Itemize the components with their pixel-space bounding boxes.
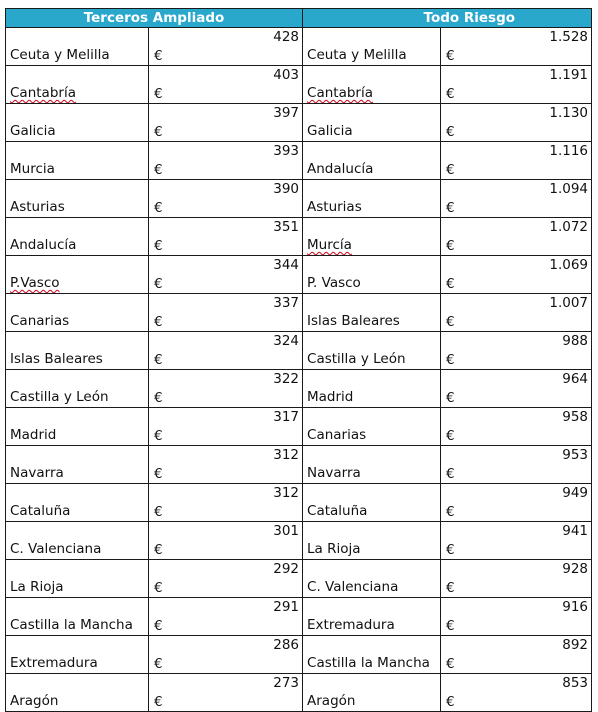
left-currency: €: [154, 276, 163, 292]
left-region-cell: [6, 674, 149, 712]
right-region: Canarias: [307, 427, 367, 443]
right-region: Andalucía: [307, 161, 374, 177]
left-currency: €: [154, 580, 163, 596]
left-region-cell: [6, 636, 149, 674]
left-currency: €: [154, 48, 163, 64]
right-region: Navarra: [307, 465, 361, 481]
header-row: [6, 9, 592, 28]
right-region: Galicia: [307, 123, 353, 139]
left-currency-cell: [149, 218, 303, 256]
right-region-cell: [303, 598, 441, 636]
right-currency-cell: [441, 294, 592, 332]
left-value: 344: [273, 257, 300, 273]
right-region-cell: [303, 28, 441, 66]
left-region-cell: [6, 28, 149, 66]
table-row: [6, 104, 592, 142]
left-value: 312: [273, 447, 300, 463]
right-region-cell: [303, 674, 441, 712]
right-region-cell: [303, 332, 441, 370]
right-currency: €: [446, 352, 455, 368]
right-value: 953: [562, 447, 589, 463]
table-row: [6, 674, 592, 712]
left-value: 403: [273, 67, 300, 83]
left-currency: €: [154, 656, 163, 672]
right-region-cell: [303, 66, 441, 104]
left-currency-cell: [149, 484, 303, 522]
left-value: 286: [273, 637, 300, 653]
right-region-cell: [303, 104, 441, 142]
left-currency-cell: [149, 66, 303, 104]
left-currency: €: [154, 504, 163, 520]
table-row: [6, 218, 592, 256]
table-row: [6, 332, 592, 370]
right-currency: €: [446, 542, 455, 558]
right-value: 988: [562, 333, 589, 349]
left-region: Cataluña: [10, 503, 71, 519]
left-currency-cell: [149, 598, 303, 636]
left-currency-cell: [149, 104, 303, 142]
right-region-cell: [303, 408, 441, 446]
right-value: 964: [562, 371, 589, 387]
right-value: 892: [562, 637, 589, 653]
left-currency-cell: [149, 180, 303, 218]
right-region: Aragón: [307, 693, 356, 709]
left-region-cell: [6, 408, 149, 446]
left-value: 337: [273, 295, 300, 311]
left-region-cell: [6, 294, 149, 332]
left-region: La Rioja: [10, 579, 64, 595]
right-currency: €: [446, 86, 455, 102]
left-currency: €: [154, 390, 163, 406]
table-row: [6, 598, 592, 636]
right-region: Ceuta y Melilla: [307, 47, 407, 63]
left-region-cell: [6, 180, 149, 218]
table-row: [6, 522, 592, 560]
right-currency: €: [446, 48, 455, 64]
left-currency-cell: [149, 446, 303, 484]
table-row: [6, 28, 592, 66]
left-value: 397: [273, 105, 300, 121]
table-row: [6, 294, 592, 332]
left-value: 351: [273, 219, 300, 235]
left-region: Madrid: [10, 427, 57, 443]
right-value: 928: [562, 561, 589, 577]
left-region: Andalucía: [10, 237, 77, 253]
right-currency: €: [446, 314, 455, 330]
right-region: Extremadura: [307, 617, 395, 633]
right-region-cell: [303, 636, 441, 674]
header-todo-riesgo: Todo Riesgo: [303, 9, 592, 28]
right-currency-cell: [441, 142, 592, 180]
left-region: Murcia: [10, 161, 55, 177]
right-value: 1.116: [549, 143, 589, 159]
right-value: 1.072: [549, 219, 589, 235]
table-row: [6, 66, 592, 104]
right-region-cell: [303, 142, 441, 180]
left-region-cell: [6, 256, 149, 294]
left-currency: €: [154, 694, 163, 710]
right-currency: €: [446, 124, 455, 140]
table-row: [6, 446, 592, 484]
left-region: Aragón: [10, 693, 59, 709]
left-region-cell: [6, 560, 149, 598]
right-region-cell: [303, 560, 441, 598]
right-currency-cell: [441, 674, 592, 712]
left-value: 292: [273, 561, 300, 577]
left-currency-cell: [149, 256, 303, 294]
right-currency: €: [446, 200, 455, 216]
right-currency-cell: [441, 256, 592, 294]
left-region: Extremadura: [10, 655, 98, 671]
premium-comparison-table: [5, 8, 592, 712]
left-currency: €: [154, 428, 163, 444]
right-currency-cell: [441, 104, 592, 142]
left-currency-cell: [149, 560, 303, 598]
left-region-cell: [6, 66, 149, 104]
right-value: 1.130: [549, 105, 589, 121]
right-currency-cell: [441, 408, 592, 446]
right-currency: €: [446, 656, 455, 672]
left-currency: €: [154, 200, 163, 216]
right-currency-cell: [441, 370, 592, 408]
left-region: Navarra: [10, 465, 64, 481]
left-region: Castilla y León: [10, 389, 109, 405]
left-value: 291: [273, 599, 300, 615]
left-currency: €: [154, 352, 163, 368]
right-currency-cell: [441, 28, 592, 66]
right-region-cell: [303, 446, 441, 484]
left-value: 390: [273, 181, 300, 197]
left-region: Ceuta y Melilla: [10, 47, 110, 63]
left-region: Islas Baleares: [10, 351, 103, 367]
table-body: [6, 28, 592, 712]
right-currency-cell: [441, 218, 592, 256]
left-currency: €: [154, 618, 163, 634]
right-region-cell: [303, 256, 441, 294]
table-row: [6, 484, 592, 522]
left-currency-cell: [149, 142, 303, 180]
left-value: 322: [273, 371, 300, 387]
left-currency: €: [154, 162, 163, 178]
right-currency: €: [446, 428, 455, 444]
right-region: Asturias: [307, 199, 362, 215]
table-row: [6, 560, 592, 598]
right-region-cell: [303, 180, 441, 218]
left-currency: €: [154, 542, 163, 558]
right-region: Murcía: [307, 237, 352, 253]
left-region: Galicia: [10, 123, 56, 139]
left-value: 324: [273, 333, 300, 349]
right-currency-cell: [441, 636, 592, 674]
right-region-cell: [303, 294, 441, 332]
left-region: C. Valenciana: [10, 541, 102, 557]
right-value: 916: [562, 599, 589, 615]
right-currency: €: [446, 466, 455, 482]
left-region-cell: [6, 484, 149, 522]
left-currency: €: [154, 466, 163, 482]
left-currency: €: [154, 314, 163, 330]
right-currency: €: [446, 276, 455, 292]
right-region: Cataluña: [307, 503, 368, 519]
left-region-cell: [6, 104, 149, 142]
left-currency: €: [154, 86, 163, 102]
left-currency-cell: [149, 370, 303, 408]
right-currency: €: [446, 238, 455, 254]
right-region-cell: [303, 522, 441, 560]
right-region: La Rioja: [307, 541, 361, 557]
right-value: 1.069: [549, 257, 589, 273]
left-currency-cell: [149, 408, 303, 446]
right-value: 1.007: [549, 295, 589, 311]
right-region: Madrid: [307, 389, 354, 405]
right-region: C. Valenciana: [307, 579, 399, 595]
header-terceros-ampliado: Terceros Ampliado: [6, 9, 303, 28]
left-region-cell: [6, 598, 149, 636]
left-value: 428: [273, 29, 300, 45]
left-value: 317: [273, 409, 300, 425]
left-region-cell: [6, 332, 149, 370]
right-value: 1.191: [549, 67, 589, 83]
left-currency-cell: [149, 294, 303, 332]
right-currency-cell: [441, 66, 592, 104]
left-currency: €: [154, 124, 163, 140]
left-value: 273: [273, 675, 300, 691]
left-region-cell: [6, 218, 149, 256]
right-currency: €: [446, 162, 455, 178]
left-region-cell: [6, 370, 149, 408]
right-currency-cell: [441, 180, 592, 218]
left-currency-cell: [149, 674, 303, 712]
table-row: [6, 180, 592, 218]
table-row: [6, 408, 592, 446]
right-currency: €: [446, 694, 455, 710]
right-currency-cell: [441, 560, 592, 598]
right-currency-cell: [441, 484, 592, 522]
right-value: 1.094: [549, 181, 589, 197]
table-row: [6, 256, 592, 294]
left-region-cell: [6, 446, 149, 484]
right-value: 958: [562, 409, 589, 425]
table-row: [6, 370, 592, 408]
right-region: Cantabría: [307, 85, 373, 101]
right-currency-cell: [441, 332, 592, 370]
right-region: Castilla la Mancha: [307, 655, 430, 671]
left-region-cell: [6, 522, 149, 560]
left-region-cell: [6, 142, 149, 180]
left-region: Castilla la Mancha: [10, 617, 133, 633]
right-currency-cell: [441, 598, 592, 636]
left-value: 393: [273, 143, 300, 159]
right-region: Castilla y León: [307, 351, 406, 367]
left-currency-cell: [149, 522, 303, 560]
right-region: P. Vasco: [307, 275, 361, 291]
right-region-cell: [303, 370, 441, 408]
right-currency-cell: [441, 446, 592, 484]
left-currency-cell: [149, 636, 303, 674]
left-region: P.Vasco: [10, 275, 60, 291]
right-region-cell: [303, 218, 441, 256]
right-value: 1.528: [549, 29, 589, 45]
left-currency-cell: [149, 332, 303, 370]
right-value: 853: [562, 675, 589, 691]
right-value: 941: [562, 523, 589, 539]
right-currency: €: [446, 504, 455, 520]
left-region: Canarias: [10, 313, 70, 329]
right-currency: €: [446, 390, 455, 406]
table-row: [6, 142, 592, 180]
left-currency-cell: [149, 28, 303, 66]
left-currency: €: [154, 238, 163, 254]
right-region-cell: [303, 484, 441, 522]
right-currency: €: [446, 618, 455, 634]
right-currency-cell: [441, 522, 592, 560]
left-region: Asturias: [10, 199, 65, 215]
right-currency: €: [446, 580, 455, 596]
table-row: [6, 636, 592, 674]
left-value: 312: [273, 485, 300, 501]
right-value: 949: [562, 485, 589, 501]
left-value: 301: [273, 523, 300, 539]
left-region: Cantabría: [10, 85, 76, 101]
right-region: Islas Baleares: [307, 313, 400, 329]
